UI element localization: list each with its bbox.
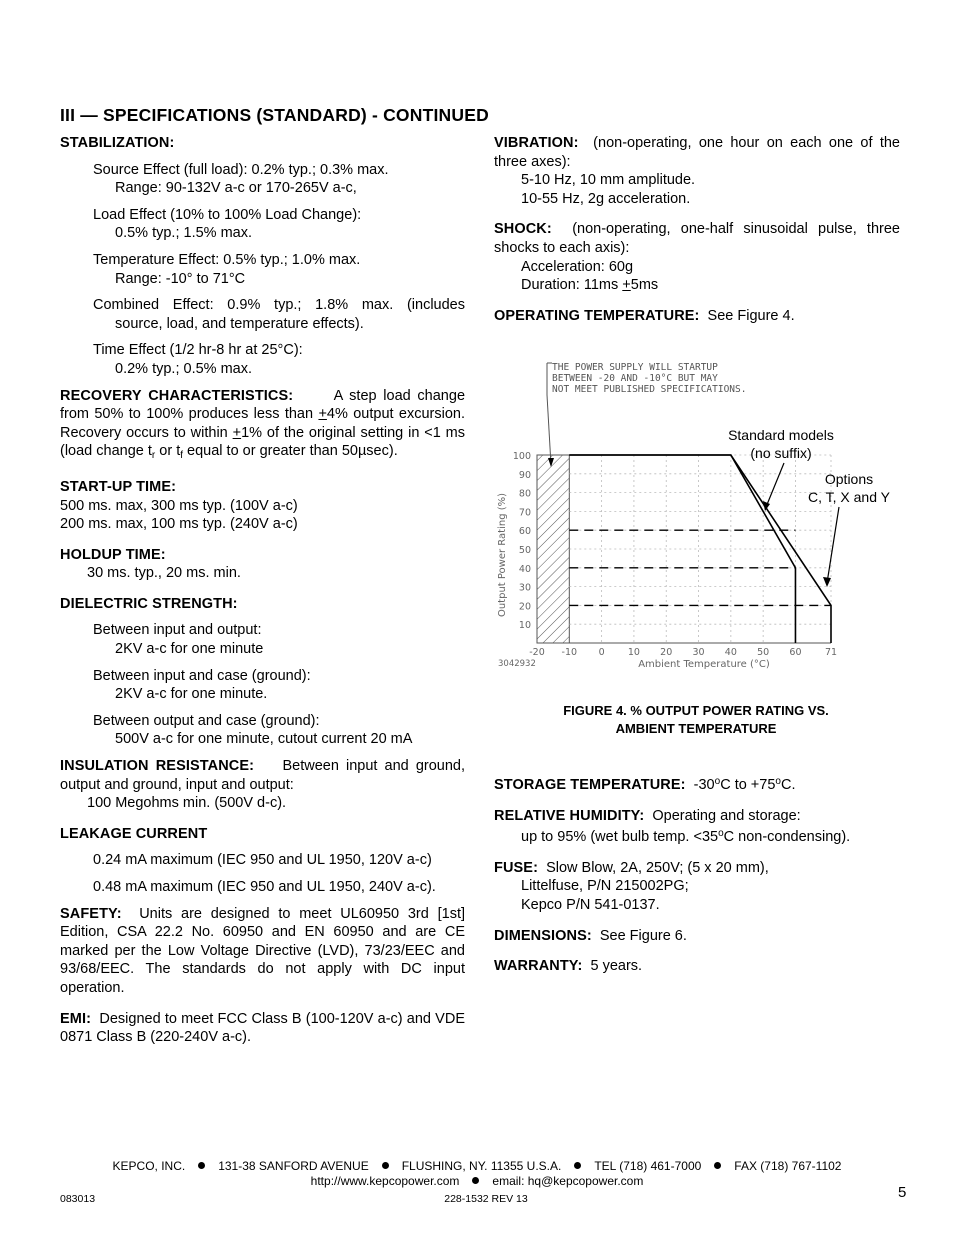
startup-note-line-1: THE POWER SUPPLY WILL STARTUP [552,362,718,373]
holdup-value: 30 ms. typ., 20 ms. min. [87,565,241,582]
hatched-startup-region [537,455,569,643]
leakage-heading: LEAKAGE CURRENT [60,825,208,842]
fuse-heading: FUSE: [494,859,538,876]
footer-url[interactable]: http://www.kepcopower.com [310,1174,460,1188]
time-effect-values: 0.2% typ.; 0.5% max. [115,360,253,377]
warranty-heading: WARRANTY: [494,958,583,975]
operating-temp-paragraph [494,307,900,326]
safety-paragraph [60,905,465,998]
x-tick-label: 50 [757,647,770,658]
time-effect: Time Effect (1/2 hr-8 hr at 25°C): [93,342,303,359]
warranty-paragraph [494,957,900,976]
emi-paragraph [60,1010,465,1047]
humidity-heading: RELATIVE HUMIDITY: [494,807,645,824]
startup-note-line-2: BETWEEN -20 AND -10°C BUT MAY [552,373,718,384]
shock-text: (non-operating, one-half sinusoidal pulse, three shocks to each axis): [494,221,900,256]
footer-city: FLUSHING, NY. 11355 U.S.A. [401,1159,562,1173]
insulation-text: Between input and ground, output and ground, input and output: [60,758,465,793]
leakage-120v: 0.24 mA maximum (IEC 950 and UL 1950, 120V a-c) [93,852,432,869]
degree-sign: o [718,828,724,840]
recovery-text-b: 4% output excursion. Recovery occurs to within [60,406,465,441]
right-column-bottom [494,773,900,976]
load-effect-values: 0.5% typ.; 1.5% max. [115,225,253,242]
insulation-value: 100 Megohms min. (500V d-c). [87,795,287,812]
dielectric-input-case: Between input and case (ground): [93,667,311,684]
recovery-paragraph [60,387,465,466]
recovery-text-d: or t [155,443,181,460]
dielectric-output-case: Between output and case (ground): [93,712,320,729]
dimensions-paragraph [494,927,900,946]
right-column-top [494,134,900,325]
dimensions-heading: DIMENSIONS: [494,927,592,944]
temperature-effect: Temperature Effect: 0.5% typ.; 1.0% max. [93,251,361,268]
load-effect: Load Effect (10% to 100% Load Change): [93,206,362,223]
y-tick-label: 70 [518,507,531,519]
y-axis-label: Output Power Rating (%) [497,492,508,618]
figure-4-chart [494,355,904,675]
storage-temp-heading: STORAGE TEMPERATURE: [494,777,686,793]
combined-effect: Combined Effect: 0.9% typ.; 1.8% max. (includes [93,297,465,314]
options-arrow-line [827,507,839,583]
x-tick-label: 30 [692,647,705,658]
source-effect: Source Effect (full load): 0.2% typ.; 0.3% max. [93,161,389,178]
standard-arrow-line [766,463,784,507]
degree-sign: o [714,776,721,787]
left-column [60,134,465,1047]
dielectric-input-case-value: 2KV a-c for one minute. [115,686,268,703]
startup-note-line-3: NOT MEET PUBLISHED SPECIFICATIONS. [552,384,747,395]
figure-id: 3042932 [498,659,536,669]
y-tick-label: 60 [518,526,531,538]
y-tick-label: 30 [518,582,531,594]
footer-web [0,1172,954,1191]
operating-temp-heading: OPERATING TEMPERATURE: [494,307,700,324]
fuse-line-2: Littelfuse, P/N 215002PG; [521,878,689,895]
shock-acceleration: Acceleration: 60g [521,258,634,275]
temperature-range: Range: -10° to 71°C [115,270,246,287]
source-range: Range: 90-132V a-c or 170-265V a-c, [115,180,357,197]
figure-caption [494,702,898,738]
recovery-heading: RECOVERY CHARACTERISTICS: [60,387,294,404]
subscript-r: r [151,450,156,462]
safety-heading: SAFETY: [60,905,122,922]
recovery-text-e: equal to or greater than 50µsec). [183,443,398,460]
y-tick-label: 40 [518,563,531,575]
bullet-icon [472,1177,479,1184]
x-tick-label: -10 [561,647,578,658]
footer-fax: FAX (718) 767-1102 [734,1159,842,1173]
humidity-text: Operating and storage: [652,807,801,824]
vibration-line-1: 5-10 Hz, 10 mm amplitude. [521,172,696,189]
shock-duration [494,276,900,295]
stabilization-heading: STABILIZATION: [60,135,175,151]
bullet-icon [198,1162,205,1169]
bullet-icon [714,1162,721,1169]
footer-company: KEPCO, INC. [112,1159,186,1173]
storage-a: -30 [693,777,715,793]
y-tick-label: 50 [518,545,531,556]
plus-minus: + [622,277,631,294]
standard-models-label: Standard models [728,427,834,443]
storage-b: C to +75 [720,777,776,793]
page-number: 5 [898,1184,907,1201]
dimensions-text: See Figure 6. [599,927,687,944]
fuse-line-3: Kepco P/N 541-0137. [521,896,660,913]
y-tick-label: 100 [512,451,531,462]
y-tick-label: 10 [518,620,531,632]
storage-c: C. [780,777,796,793]
plus-minus: + [318,406,327,423]
x-tick-label: 71 [824,647,838,658]
x-tick-label: 20 [660,647,673,658]
y-tick-label: 90 [518,469,531,481]
holdup-heading: HOLDUP TIME: [60,546,166,563]
startup-heading: START-UP TIME: [60,478,177,495]
insulation-paragraph [60,757,465,794]
series-line-standard [569,455,795,643]
vibration-line-2: 10-55 Hz, 2g acceleration. [521,190,691,207]
x-tick-label: 60 [789,647,802,658]
shock-duration-a: Duration: 11ms [521,277,623,294]
footer-email[interactable]: email: hq@kepcopower.com [492,1174,644,1188]
y-tick-label: 80 [518,488,531,500]
figure-caption-line-1: FIGURE 4. % OUTPUT POWER RATING VS. [563,703,829,718]
operating-temp-text: See Figure 4. [707,307,795,324]
humidity-value [494,825,900,847]
shock-heading: SHOCK: [494,221,552,238]
humidity-b: C non-condensing). [723,829,851,846]
startup-line-1: 500 ms. max, 300 ms typ. (100V a-c) [60,497,298,514]
arrowhead-icon [823,577,831,587]
warranty-text: 5 years. [590,958,643,975]
bullet-icon [382,1162,389,1169]
date-code: 083013 [60,1193,96,1205]
vibration-heading: VIBRATION: [494,135,579,151]
fuse-paragraph [494,859,900,878]
x-tick-label: -20 [529,647,545,658]
humidity-paragraph [494,807,900,826]
safety-text: Units are designed to meet UL60950 3rd [1st] Edition, CSA 22.2 No. 60950 and EN 60950 and are CE marked per the Low Voltage Directive (LVD), 73/23/EEC and 93/68/EEC. The standards do not apply with DC input operation. [60,905,465,996]
shock-paragraph [494,220,900,257]
standard-models-suffix: (no suffix) [750,445,812,461]
figure-caption-line-2: AMBIENT TEMPERATURE [615,721,777,736]
leakage-240v: 0.48 mA maximum (IEC 950 and UL 1950, 240V a-c). [93,879,436,895]
document-id: 228-1532 REV 13 [444,1193,528,1205]
dielectric-output-case-value: 500V a-c for one minute, cutout current 20 mA [115,731,413,748]
fuse-line-1: Slow Blow, 2A, 250V; (5 x 20 mm), [546,859,769,876]
insulation-heading: INSULATION RESISTANCE: [60,758,255,775]
recovery-text-c: 1% of the original setting in <1 ms (load change t [60,424,465,460]
footer-tel: TEL (718) 461-7000 [594,1159,702,1173]
subscript-f: f [180,450,184,462]
x-tick-label: 10 [627,647,640,658]
combined-effect-cont: source, load, and temperature effects). [115,315,364,332]
emi-heading: EMI: [60,1010,92,1027]
bullet-icon [574,1162,581,1169]
options-label: Options [824,471,874,487]
footer-address: 131-38 SANFORD AVENUE [218,1159,369,1173]
shock-duration-b: 5ms [630,277,659,294]
vibration-paragraph [494,134,900,171]
storage-temp-paragraph [494,773,900,795]
y-tick-label: 20 [518,601,531,613]
degree-sign: o [775,776,781,787]
plus-minus: + [232,424,242,441]
dielectric-input-output: Between input and output: [93,622,262,639]
x-tick-label: 40 [724,647,737,658]
x-axis-label: Ambient Temperature (°C) [638,659,770,670]
startup-line-2: 200 ms. max, 100 ms typ. (240V a-c) [60,516,298,533]
dielectric-input-output-value: 2KV a-c for one minute [115,641,264,658]
vibration-text: (non-operating, one hour on each one of the three axes): [494,135,900,170]
x-tick-label: 0 [598,647,605,658]
page-title: III — SPECIFICATIONS (STANDARD) - CONTINUED [60,105,489,125]
dielectric-heading: DIELECTRIC STRENGTH: [60,595,238,612]
recovery-text-a: A step load change from 50% to 100% produces less than [60,387,466,423]
humidity-a: up to 95% (wet bulb temp. <35 [521,829,719,846]
options-models: C, T, X and Y [808,489,890,505]
emi-text: Designed to meet FCC Class B (100-120V a-c) and VDE 0871 Class B (220-240V a-c). [60,1010,465,1046]
